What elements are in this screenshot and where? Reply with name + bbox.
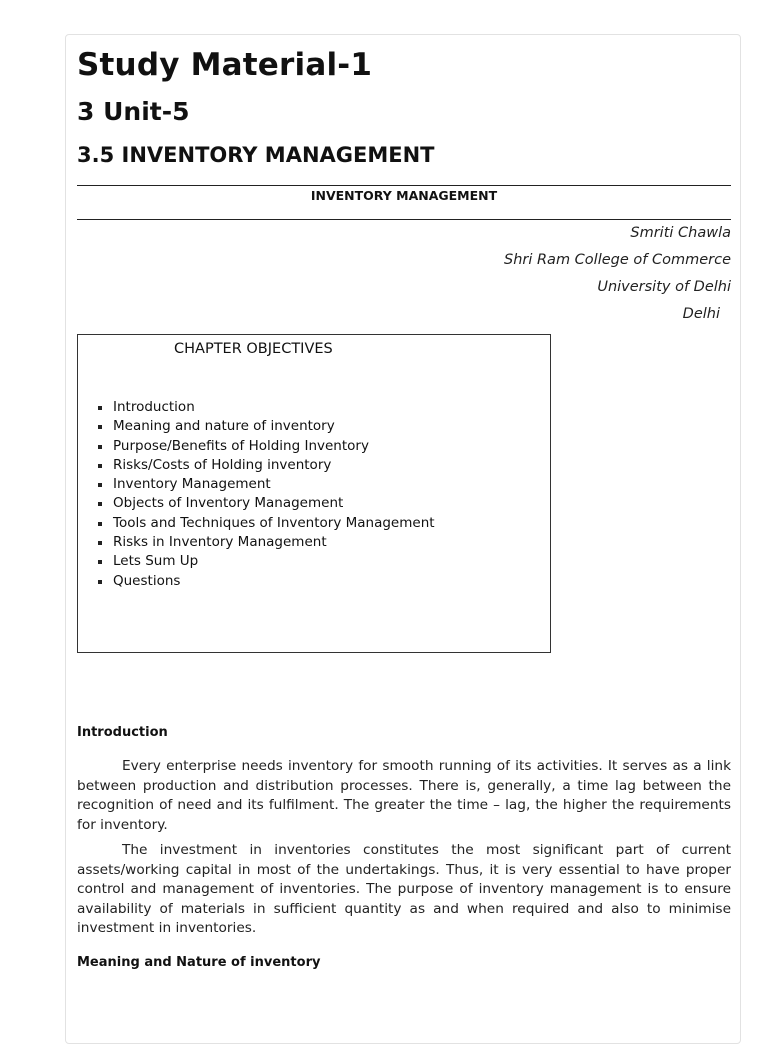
unit-heading: 3 Unit-5 [77, 97, 190, 126]
list-item: Introduction [98, 398, 435, 417]
author-university: University of Delhi [597, 279, 731, 295]
chapter-banner: INVENTORY MANAGEMENT [310, 188, 498, 203]
meaning-heading: Meaning and Nature of inventory [77, 955, 321, 970]
introduction-paragraph-2: The investment in inventories constitutes the most significant part of current assets/working capital in most of the undertakings. Thus, it is very essential to have proper control and management of inventories. The purpose of inventory management is to ensure availability of materials in sufficient quantity as and when required and also to minimise investment in inventories. [77, 842, 731, 936]
author-city: Delhi [682, 306, 720, 322]
page-title: Study Material-1 [77, 47, 373, 83]
bottom-rule [77, 219, 731, 220]
list-item: Lets Sum Up [98, 552, 435, 571]
top-rule [77, 185, 731, 186]
list-item: Risks/Costs of Holding inventory [98, 456, 435, 475]
document-page [65, 34, 741, 1044]
objectives-list [98, 398, 435, 591]
list-item: Purpose/Benefits of Holding Inventory [98, 437, 435, 456]
list-item: Inventory Management [98, 475, 435, 494]
list-item: Questions [98, 572, 435, 591]
chapter-objectives-box [77, 334, 551, 653]
introduction-heading: Introduction [77, 725, 168, 740]
list-item: Meaning and nature of inventory [98, 417, 435, 436]
author-college: Shri Ram College of Commerce [503, 252, 731, 268]
section-heading: 3.5 INVENTORY MANAGEMENT [77, 143, 435, 167]
list-item: Tools and Techniques of Inventory Management [98, 514, 435, 533]
list-item: Risks in Inventory Management [98, 533, 435, 552]
list-item: Objects of Inventory Management [98, 494, 435, 513]
author-name: Smriti Chawla [630, 225, 731, 241]
introduction-paragraph-1: Every enterprise needs inventory for smooth running of its activities. It serves as a link between production and distribution processes. There is, generally, a time lag between the recognition of need and its fulfilment. The greater the time – lag, the higher the requirements for inventory. [77, 758, 731, 833]
objectives-title: CHAPTER OBJECTIVES [174, 341, 333, 357]
